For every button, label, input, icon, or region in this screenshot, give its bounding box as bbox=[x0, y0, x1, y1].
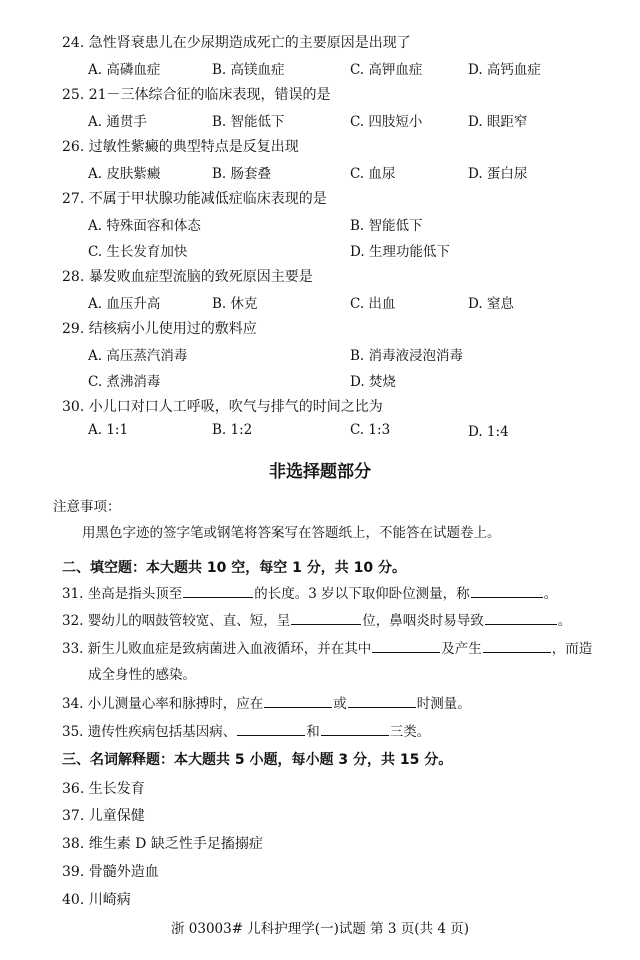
answer-blank bbox=[264, 695, 332, 708]
question-27-option-a: A. 特殊面容和体态 bbox=[88, 218, 201, 234]
question-24-option-c: C. 高钾血症 bbox=[350, 62, 423, 78]
answer-blank bbox=[237, 723, 305, 736]
question-30-option-a: A. 1:1 bbox=[88, 422, 129, 438]
question-33: 33. 新生儿败血症是致病菌进入血液循环，并在其中 及产生 ，而造 bbox=[62, 641, 593, 657]
question-28-option-d: D. 窒息 bbox=[468, 296, 514, 312]
question-30-option-c: C. 1:3 bbox=[350, 422, 391, 438]
page-footer: 浙 03003# 儿科护理学(一)试题 第 3 页(共 4 页) bbox=[170, 921, 470, 937]
question-26-option-c: C. 血尿 bbox=[350, 166, 396, 182]
question-28-option-b: B. 休克 bbox=[212, 296, 258, 312]
question-26-stem: 26. 过敏性紫癜的典型特点是反复出现 bbox=[62, 139, 299, 155]
question-26-option-a: A. 皮肤紫癜 bbox=[88, 166, 161, 182]
question-25-option-c: C. 四肢短小 bbox=[350, 114, 423, 130]
answer-blank bbox=[485, 612, 557, 625]
question-24-option-b: B. 高镁血症 bbox=[212, 62, 285, 78]
question-33-continuation: 成全身性的感染。 bbox=[88, 667, 196, 683]
question-27-stem: 27. 不属于甲状腺功能减低症临床表现的是 bbox=[62, 191, 327, 207]
term-item-39: 39. 骨髓外造血 bbox=[62, 864, 159, 880]
question-29-option-d: D. 焚烧 bbox=[350, 374, 396, 390]
term-section-title: 三、名词解释题：本大题共 5 小题，每小题 3 分，共 15 分。 bbox=[62, 752, 453, 768]
question-27-option-c: C. 生长发育加快 bbox=[88, 244, 188, 260]
term-item-40: 40. 川崎病 bbox=[62, 892, 131, 908]
section-heading-non-choice: 非选择题部分 bbox=[269, 462, 371, 482]
answer-blank bbox=[321, 723, 389, 736]
question-24-option-a: A. 高磷血症 bbox=[88, 62, 161, 78]
question-25-option-b: B. 智能低下 bbox=[212, 114, 285, 130]
answer-blank bbox=[183, 585, 253, 598]
question-35: 35. 遗传性疾病包括基因病、 和 三类。 bbox=[62, 724, 431, 740]
question-30-option-b: B. 1:2 bbox=[212, 422, 253, 438]
notice-body: 用黑色字迹的签字笔或钢笔将答案写在答题纸上，不能答在试题卷上。 bbox=[82, 525, 501, 541]
question-30-option-d: D. 1:4 bbox=[468, 424, 509, 440]
question-27-option-b: B. 智能低下 bbox=[350, 218, 423, 234]
question-29-option-c: C. 煮沸消毒 bbox=[88, 374, 161, 390]
answer-blank bbox=[348, 695, 416, 708]
question-32: 32. 婴幼儿的咽鼓管较宽、直、短，呈 位，鼻咽炎时易导致 。 bbox=[62, 613, 572, 629]
answer-blank bbox=[471, 585, 543, 598]
question-24-option-d: D. 高钙血症 bbox=[468, 62, 541, 78]
question-31: 31. 坐高是指头顶至 的长度。3 岁以下取仰卧位测量，称 。 bbox=[62, 586, 558, 602]
question-29-option-a: A. 高压蒸汽消毒 bbox=[88, 348, 188, 364]
question-30-stem: 30. 小儿口对口人工呼吸，吹气与排气的时间之比为 bbox=[62, 399, 383, 415]
question-25-option-a: A. 通贯手 bbox=[88, 114, 147, 130]
term-item-37: 37. 儿童保健 bbox=[62, 808, 145, 824]
question-28-option-a: A. 血压升高 bbox=[88, 296, 161, 312]
question-25-stem: 25. 21－三体综合征的临床表现，错误的是 bbox=[62, 87, 331, 103]
answer-blank bbox=[372, 640, 440, 653]
question-34: 34. 小儿测量心率和脉搏时，应在 或 时测量。 bbox=[62, 696, 471, 712]
question-27-option-d: D. 生理功能低下 bbox=[350, 244, 450, 260]
question-24-stem: 24. 急性肾衰患儿在少尿期造成死亡的主要原因是出现了 bbox=[62, 35, 411, 51]
answer-blank bbox=[483, 640, 551, 653]
fill-section-title: 二、填空题：本大题共 10 空，每空 1 分，共 10 分。 bbox=[62, 560, 406, 576]
question-25-option-d: D. 眼距窄 bbox=[468, 114, 528, 130]
question-28-option-c: C. 出血 bbox=[350, 296, 396, 312]
term-item-38: 38. 维生素 D 缺乏性手足搐搦症 bbox=[62, 836, 263, 852]
notice-title: 注意事项： bbox=[53, 499, 121, 515]
question-26-option-b: B. 肠套叠 bbox=[212, 166, 272, 182]
question-26-option-d: D. 蛋白尿 bbox=[468, 166, 528, 182]
question-28-stem: 28. 暴发败血症型流脑的致死原因主要是 bbox=[62, 269, 313, 285]
question-29-stem: 29. 结核病小儿使用过的敷料应 bbox=[62, 321, 257, 337]
term-item-36: 36. 生长发育 bbox=[62, 781, 145, 797]
answer-blank bbox=[291, 612, 361, 625]
question-29-option-b: B. 消毒液浸泡消毒 bbox=[350, 348, 464, 364]
